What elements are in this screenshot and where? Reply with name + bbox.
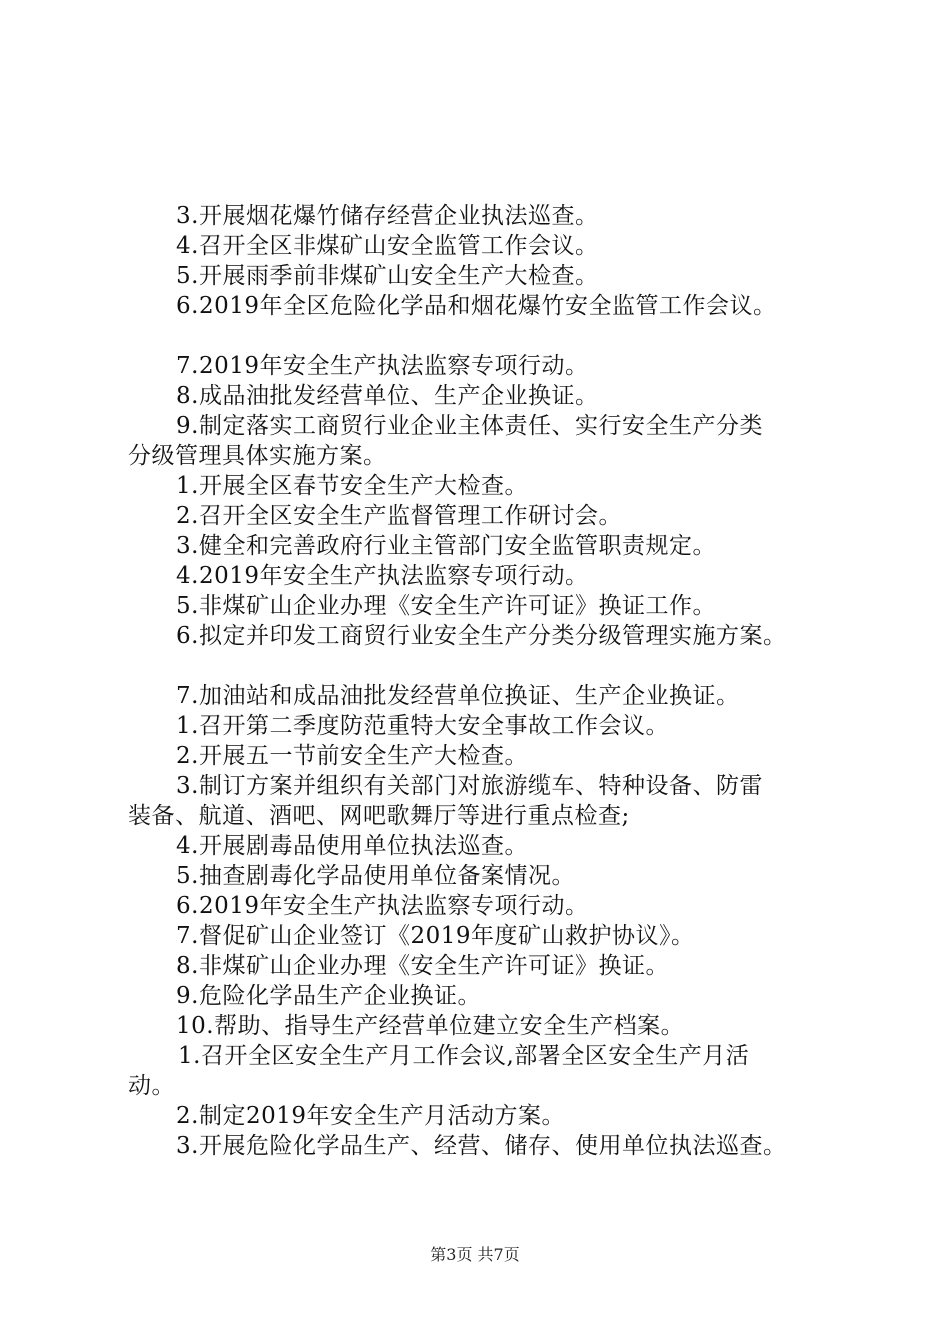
text-line: 1.开展全区春节安全生产大检查。: [176, 473, 528, 499]
text-line: 2.制定2019年安全生产月活动方案。: [176, 1103, 565, 1129]
text-line: 3.开展危险化学品生产、经营、储存、使用单位执法巡查。: [176, 1133, 787, 1159]
text-line: 7.督促矿山企业签订《2019年度矿山救护协议》。: [176, 923, 695, 949]
text-line: 5.非煤矿山企业办理《安全生产许可证》换证工作。: [176, 593, 716, 619]
text-line: 9.制定落实工商贸行业企业主体责任、实行安全生产分类: [176, 413, 763, 439]
text-line: 7.2019年安全生产执法监察专项行动。: [176, 353, 589, 379]
text-line: 6.2019年全区危险化学品和烟花爆竹安全监管工作会议。: [176, 293, 777, 319]
text-line: 4.2019年安全生产执法监察专项行动。: [176, 563, 589, 589]
text-line: 4.召开全区非煤矿山安全监管工作会议。: [176, 233, 599, 259]
text-line: 9.危险化学品生产企业换证。: [176, 983, 481, 1009]
text-line: 5.抽查剧毒化学品使用单位备案情况。: [176, 863, 575, 889]
text-line: 6.拟定并印发工商贸行业安全生产分类分级管理实施方案。: [176, 623, 787, 649]
text-line: 8.非煤矿山企业办理《安全生产许可证》换证。: [176, 953, 669, 979]
text-line: 4.开展剧毒品使用单位执法巡查。: [176, 833, 528, 859]
text-line: 装备、航道、酒吧、网吧歌舞厅等进行重点检查;: [128, 803, 630, 829]
text-line: 3.制订方案并组织有关部门对旅游缆车、特种设备、防雷: [176, 773, 763, 799]
text-line: 5.开展雨季前非煤矿山安全生产大检查。: [176, 263, 599, 289]
text-line: 1.召开第二季度防范重特大安全事故工作会议。: [176, 713, 669, 739]
paragraph-gap: [128, 321, 840, 351]
text-line: 分级管理具体实施方案。: [128, 443, 387, 469]
text-line: 1.召开全区安全生产月工作会议,部署全区安全生产月活: [178, 1043, 750, 1069]
text-line: 2.开展五一节前安全生产大检查。: [176, 743, 528, 769]
text-line: 3.健全和完善政府行业主管部门安全监管职责规定。: [176, 533, 716, 559]
page-number-footer: 第3页 共7页: [430, 1245, 520, 1264]
paragraph-gap: [128, 651, 840, 681]
text-line: 8.成品油批发经营单位、生产企业换证。: [176, 383, 599, 409]
text-line: 动。: [128, 1073, 175, 1099]
text-line: 3.开展烟花爆竹储存经营企业执法巡查。: [176, 203, 599, 229]
text-line: 10.帮助、指导生产经营单位建立安全生产档案。: [176, 1013, 685, 1039]
text-line: 6.2019年安全生产执法监察专项行动。: [176, 893, 589, 919]
text-line: 7.加油站和成品油批发经营单位换证、生产企业换证。: [176, 683, 740, 709]
text-line: 2.召开全区安全生产监督管理工作研讨会。: [176, 503, 622, 529]
document-body: [128, 201, 840, 1161]
